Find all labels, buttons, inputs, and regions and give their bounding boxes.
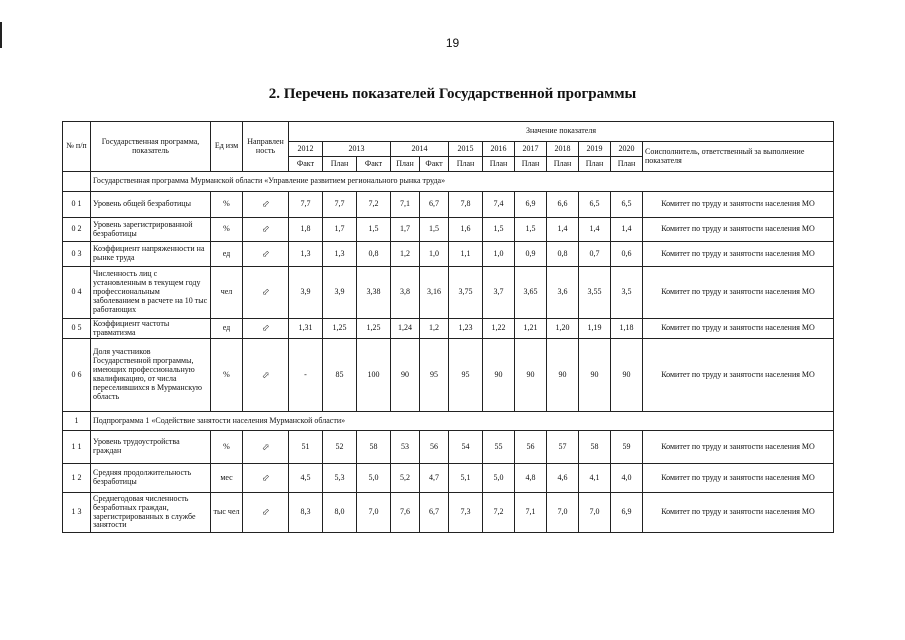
table-row — [63, 319, 834, 339]
executor-cell: Комитет по труду и занятости населения МО — [643, 267, 834, 319]
value-cell: 1,4 — [579, 218, 611, 242]
arrow-up-icon: ⇨ — [259, 368, 272, 381]
value-cell: 8,3 — [289, 493, 323, 533]
unit-cell: % — [211, 339, 243, 412]
value-cell: 1,24 — [391, 319, 420, 339]
header-subcol: План — [547, 157, 579, 172]
value-cell: 0,8 — [547, 242, 579, 267]
value-cell: 4,8 — [515, 464, 547, 493]
table-body — [63, 172, 834, 533]
value-cell: 1,5 — [515, 218, 547, 242]
table-row — [63, 431, 834, 464]
value-cell: 4,7 — [420, 464, 449, 493]
value-cell: 6,9 — [515, 192, 547, 218]
header-value-group: Значение показателя — [289, 122, 834, 142]
row-num: 0 5 — [63, 319, 91, 339]
value-cell: 7,4 — [483, 192, 515, 218]
direction-cell — [243, 267, 289, 319]
header-year: 2018 — [547, 142, 579, 157]
indicator-name: Уровень общей безработицы — [91, 192, 211, 218]
value-cell: 6,5 — [611, 192, 643, 218]
row-num: 1 3 — [63, 493, 91, 533]
value-cell: 4,1 — [579, 464, 611, 493]
value-cell: 1,20 — [547, 319, 579, 339]
value-cell: 7,1 — [515, 493, 547, 533]
row-num: 0 3 — [63, 242, 91, 267]
value-cell: 1,2 — [420, 319, 449, 339]
value-cell: 1,2 — [391, 242, 420, 267]
header-executor: Соисполнитель, ответственный за выполнение показателя — [643, 142, 834, 172]
value-cell: 55 — [483, 431, 515, 464]
header-subcol: План — [449, 157, 483, 172]
value-cell: 90 — [391, 339, 420, 412]
program-section-title: Государственная программа Мурманской области «Управление развитием регионального рынка труда» — [91, 172, 834, 192]
value-cell: 58 — [579, 431, 611, 464]
value-cell: 4,0 — [611, 464, 643, 493]
value-cell: 57 — [547, 431, 579, 464]
indicator-name: Доля участников Государственной программы, имеющих профессиональную квалификацию, от числа переселившихся в Мурманскую область — [91, 339, 211, 412]
value-cell: 7,2 — [483, 493, 515, 533]
row-num: 0 6 — [63, 339, 91, 412]
indicator-name: Численность лиц с установленным в текущем году профессиональным заболеванием в расчете на 10 тыс работающих — [91, 267, 211, 319]
value-cell: 0,8 — [357, 242, 391, 267]
table-row — [63, 267, 834, 319]
header-year: 2014 — [391, 142, 449, 157]
value-cell: 7,3 — [449, 493, 483, 533]
value-cell: 8,0 — [323, 493, 357, 533]
value-cell: 3,7 — [483, 267, 515, 319]
value-cell: 7,1 — [391, 192, 420, 218]
value-cell: 7,0 — [579, 493, 611, 533]
header-year: 2019 — [579, 142, 611, 157]
value-cell: 5,3 — [323, 464, 357, 493]
header-unit: Ед изм — [211, 122, 243, 172]
value-cell: 1,5 — [483, 218, 515, 242]
value-cell: 90 — [547, 339, 579, 412]
table-row — [63, 493, 834, 533]
value-cell: 4,5 — [289, 464, 323, 493]
direction-cell — [243, 339, 289, 412]
direction-cell — [243, 242, 289, 267]
executor-cell: Комитет по труду и занятости населения МО — [643, 431, 834, 464]
value-cell: 3,55 — [579, 267, 611, 319]
value-cell: 6,5 — [579, 192, 611, 218]
arrow-down-icon: ⇨ — [259, 247, 272, 260]
executor-cell: Комитет по труду и занятости населения МО — [643, 464, 834, 493]
row-num: 0 4 — [63, 267, 91, 319]
value-cell: 1,7 — [323, 218, 357, 242]
value-cell: 7,0 — [357, 493, 391, 533]
header-year: 2016 — [483, 142, 515, 157]
value-cell: 5,2 — [391, 464, 420, 493]
header-year: 2020 — [611, 142, 643, 157]
row-num: 0 2 — [63, 218, 91, 242]
page-number: 19 — [445, 36, 460, 50]
value-cell: 1,4 — [547, 218, 579, 242]
value-cell: 7,7 — [289, 192, 323, 218]
subprogram-section-row — [63, 412, 834, 431]
value-cell: 7,8 — [449, 192, 483, 218]
value-cell: 7,0 — [547, 493, 579, 533]
value-cell: 7,7 — [323, 192, 357, 218]
indicators-table — [62, 121, 834, 533]
value-cell: 53 — [391, 431, 420, 464]
value-cell: 7,6 — [391, 493, 420, 533]
value-cell: 56 — [420, 431, 449, 464]
header-subcol: План — [323, 157, 357, 172]
value-cell: 3,9 — [323, 267, 357, 319]
executor-cell: Комитет по труду и занятости населения МО — [643, 339, 834, 412]
value-cell: 52 — [323, 431, 357, 464]
value-cell: 0,7 — [579, 242, 611, 267]
value-cell: 6,6 — [547, 192, 579, 218]
value-cell: 90 — [579, 339, 611, 412]
value-cell: 1,5 — [420, 218, 449, 242]
executor-cell: Комитет по труду и занятости населения МО — [643, 493, 834, 533]
header-subcol: План — [483, 157, 515, 172]
unit-cell: % — [211, 218, 243, 242]
value-cell: 1,5 — [357, 218, 391, 242]
value-cell: 85 — [323, 339, 357, 412]
indicator-name: Уровень трудоустройства граждан — [91, 431, 211, 464]
page-title: 2. Перечень показателей Государственной программы — [268, 86, 637, 102]
value-cell: 3,16 — [420, 267, 449, 319]
indicator-name: Уровень зарегистрированной безработицы — [91, 218, 211, 242]
value-cell: 1,0 — [420, 242, 449, 267]
arrow-down-icon: ⇨ — [259, 222, 272, 236]
value-cell: 6,9 — [611, 493, 643, 533]
table-row — [63, 218, 834, 242]
subprogram-num: 1 — [63, 412, 91, 431]
header-subcol: Факт — [289, 157, 323, 172]
header-year: 2013 — [323, 142, 391, 157]
value-cell: 3,75 — [449, 267, 483, 319]
value-cell: 3,8 — [391, 267, 420, 319]
header-subcol: Факт — [357, 157, 391, 172]
value-cell: 59 — [611, 431, 643, 464]
value-cell: 6,7 — [420, 192, 449, 218]
value-cell: 1,31 — [289, 319, 323, 339]
value-cell: 5,0 — [483, 464, 515, 493]
executor-cell: Комитет по труду и занятости населения МО — [643, 242, 834, 267]
indicator-name: Среднегодовая численность безработных граждан, зарегистрированных в службе занятости — [91, 493, 211, 533]
unit-cell: тыс чел — [211, 493, 243, 533]
value-cell: - — [289, 339, 323, 412]
value-cell: 3,38 — [357, 267, 391, 319]
value-cell: 1,21 — [515, 319, 547, 339]
value-cell: 4,6 — [547, 464, 579, 493]
header-subcol: План — [579, 157, 611, 172]
executor-cell: Комитет по труду и занятости населения МО — [643, 192, 834, 218]
arrow-down-icon: ⇨ — [259, 505, 272, 519]
header-subcol: План — [611, 157, 643, 172]
row-num: 0 1 — [63, 192, 91, 218]
value-cell: 1,7 — [391, 218, 420, 242]
direction-cell — [243, 192, 289, 218]
header-year: 2017 — [515, 142, 547, 157]
unit-cell: мес — [211, 464, 243, 493]
value-cell: 1,4 — [611, 218, 643, 242]
arrow-up-icon: ⇨ — [259, 440, 272, 453]
arrow-down-icon: ⇨ — [259, 197, 272, 211]
unit-cell: ед — [211, 242, 243, 267]
row-num: 1 2 — [63, 464, 91, 493]
indicator-name: Средняя продолжительность безработицы — [91, 464, 211, 493]
table-row — [63, 242, 834, 267]
arrow-down-icon: ⇨ — [259, 471, 272, 484]
value-cell: 3,9 — [289, 267, 323, 319]
subprogram-title: Подпрограмма 1 «Содействие занятости населения Мурманской области» — [91, 412, 834, 431]
value-cell: 1,1 — [449, 242, 483, 267]
value-cell: 1,6 — [449, 218, 483, 242]
executor-cell: Комитет по труду и занятости населения МО — [643, 218, 834, 242]
value-cell: 1,18 — [611, 319, 643, 339]
executor-cell: Комитет по труду и занятости населения МО — [643, 319, 834, 339]
value-cell: 1,8 — [289, 218, 323, 242]
arrow-down-icon: ⇨ — [259, 285, 272, 299]
value-cell: 1,0 — [483, 242, 515, 267]
value-cell: 90 — [483, 339, 515, 412]
unit-cell: чел — [211, 267, 243, 319]
direction-cell — [243, 218, 289, 242]
value-cell: 1,22 — [483, 319, 515, 339]
header-direction: Направлен ность — [243, 122, 289, 172]
value-cell: 1,23 — [449, 319, 483, 339]
value-cell: 56 — [515, 431, 547, 464]
indicator-name: Коэффициент частоты травматизма — [91, 319, 211, 339]
value-cell: 58 — [357, 431, 391, 464]
value-cell: 100 — [357, 339, 391, 412]
value-cell: 95 — [420, 339, 449, 412]
header-year: 2012 — [289, 142, 323, 157]
section-num-cell — [63, 172, 91, 192]
program-section-row — [63, 172, 834, 192]
header-num: № п/п — [63, 122, 91, 172]
value-cell: 1,25 — [323, 319, 357, 339]
indicator-name: Коэффициент напряженности на рынке труда — [91, 242, 211, 267]
table-row — [63, 339, 834, 412]
table-row — [63, 192, 834, 218]
value-cell: 7,2 — [357, 192, 391, 218]
header-subcol: План — [515, 157, 547, 172]
value-cell: 54 — [449, 431, 483, 464]
unit-cell: % — [211, 431, 243, 464]
table-row — [63, 464, 834, 493]
direction-cell — [243, 493, 289, 533]
row-num: 1 1 — [63, 431, 91, 464]
value-cell: 90 — [611, 339, 643, 412]
header-year: 2015 — [449, 142, 483, 157]
value-cell: 1,25 — [357, 319, 391, 339]
value-cell: 5,1 — [449, 464, 483, 493]
value-cell: 1,3 — [289, 242, 323, 267]
direction-cell — [243, 319, 289, 339]
value-cell: 3,65 — [515, 267, 547, 319]
direction-cell — [243, 431, 289, 464]
header-name: Государственная программа, показатель — [91, 122, 211, 172]
value-cell: 1,3 — [323, 242, 357, 267]
value-cell: 3,6 — [547, 267, 579, 319]
value-cell: 95 — [449, 339, 483, 412]
direction-cell — [243, 464, 289, 493]
unit-cell: ед — [211, 319, 243, 339]
value-cell: 0,6 — [611, 242, 643, 267]
header-subcol: Факт — [420, 157, 449, 172]
value-cell: 90 — [515, 339, 547, 412]
unit-cell: % — [211, 192, 243, 218]
value-cell: 51 — [289, 431, 323, 464]
value-cell: 0,9 — [515, 242, 547, 267]
value-cell: 1,19 — [579, 319, 611, 339]
value-cell: 5,0 — [357, 464, 391, 493]
header-subcol: План — [391, 157, 420, 172]
arrow-down-icon: ⇨ — [259, 321, 272, 335]
value-cell: 3,5 — [611, 267, 643, 319]
value-cell: 6,7 — [420, 493, 449, 533]
